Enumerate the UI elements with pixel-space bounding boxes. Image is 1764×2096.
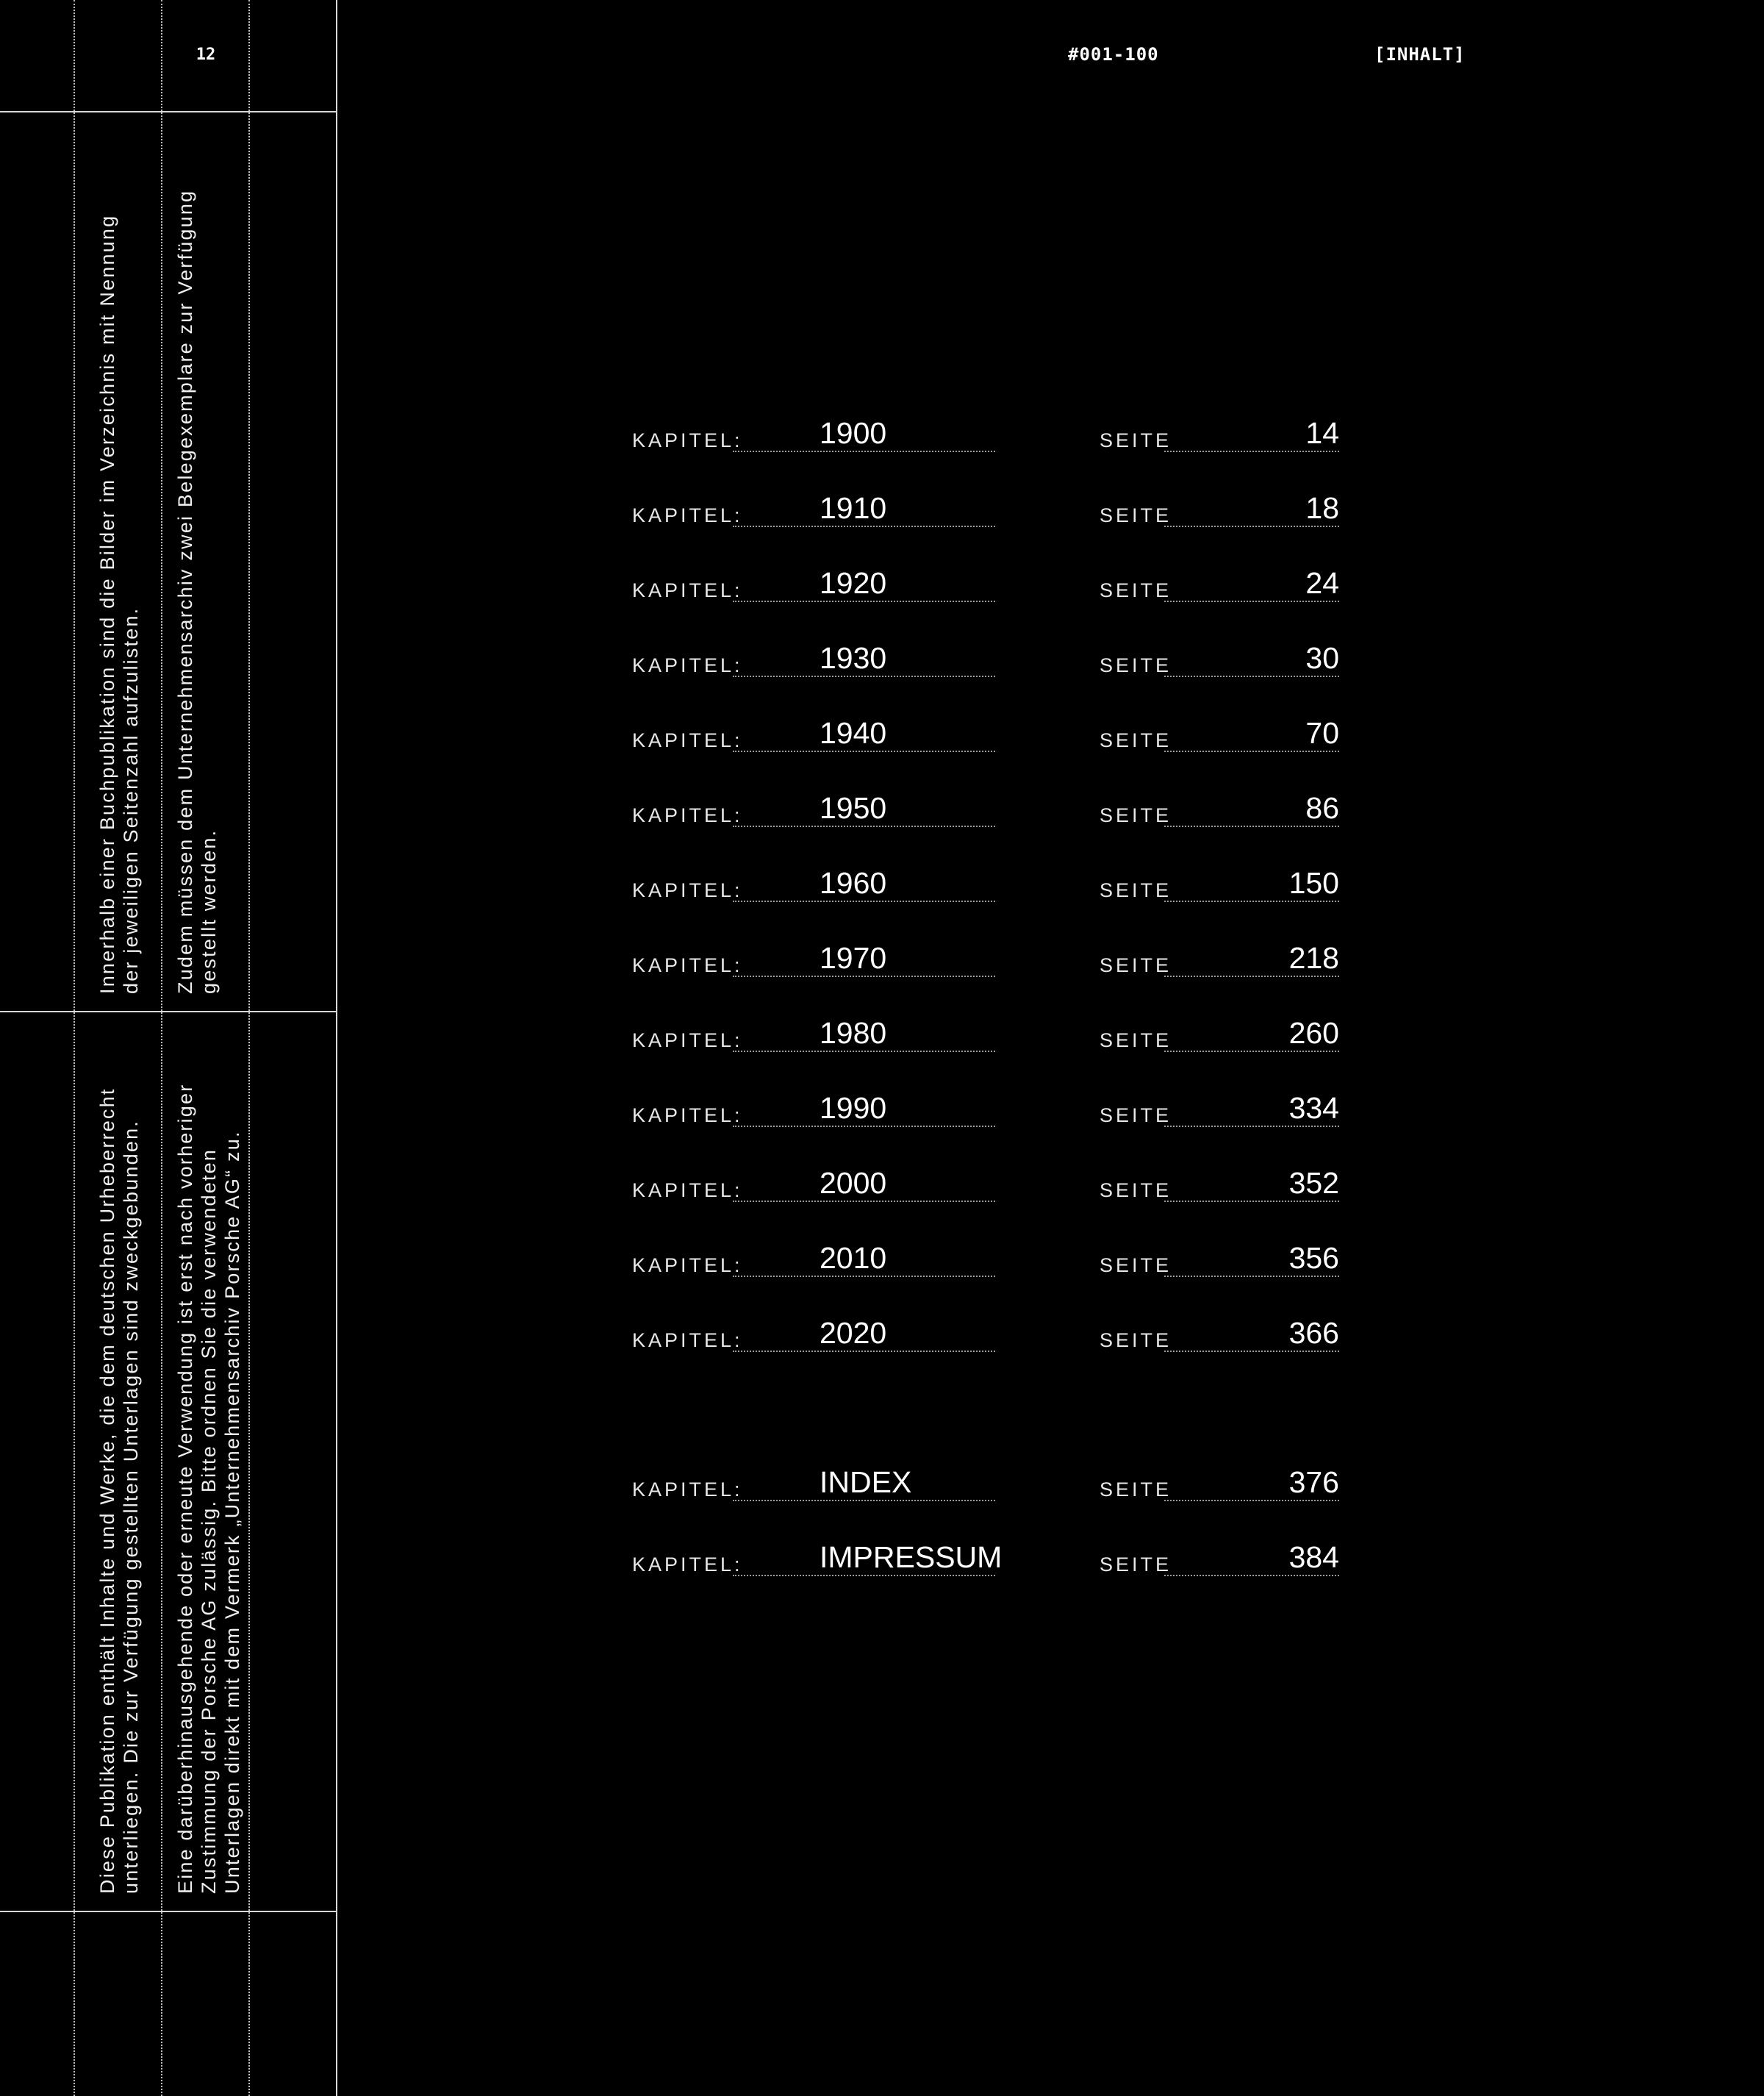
chapter-label: KAPITEL: xyxy=(632,804,743,826)
dotted-leader xyxy=(733,901,995,902)
page-label: SEITE xyxy=(1100,504,1172,526)
note-line: der jeweiligen Seitenzahl aufzulisten. xyxy=(120,607,142,994)
chapter-label: KAPITEL: xyxy=(632,954,743,976)
page-number-value: 366 xyxy=(1288,1316,1339,1350)
dotted-leader xyxy=(1164,1276,1339,1277)
page-label: SEITE xyxy=(1100,1553,1172,1575)
toc-entry[interactable] xyxy=(632,1083,1339,1127)
chapter-label: KAPITEL: xyxy=(632,729,743,751)
horizontal-rule-top xyxy=(0,111,337,112)
page-number-value: 30 xyxy=(1305,641,1339,675)
page-label: SEITE xyxy=(1100,1478,1172,1501)
page-label: SEITE xyxy=(1100,729,1172,751)
note-bottom-column-1 xyxy=(96,1087,143,1894)
chapter-title: 1990 xyxy=(820,1091,887,1125)
chapter-label: KAPITEL: xyxy=(632,1553,743,1575)
page-label: SEITE xyxy=(1100,879,1172,901)
chapter-title: 1910 xyxy=(820,491,887,525)
horizontal-rule-middle xyxy=(0,1011,337,1012)
chapter-title: 2020 xyxy=(820,1316,887,1350)
dotted-leader xyxy=(733,1201,995,1202)
page-label: SEITE xyxy=(1100,1029,1172,1051)
chapter-label: KAPITEL: xyxy=(632,1179,743,1201)
chapter-title: 2010 xyxy=(820,1241,887,1275)
toc-entry[interactable] xyxy=(632,1008,1339,1052)
chapter-title: INDEX xyxy=(820,1465,912,1499)
note-line: Diese Publikation enthält Inhalte und Werke, die dem deutschen Urheberrecht xyxy=(96,1087,118,1894)
chapter-title: 1980 xyxy=(820,1016,887,1050)
dotted-rule-2 xyxy=(161,0,162,2096)
chapter-label: KAPITEL: xyxy=(632,1254,743,1276)
page-number-value: 14 xyxy=(1305,416,1339,450)
page-number-value: 86 xyxy=(1305,791,1339,825)
dotted-rule-1 xyxy=(74,0,75,2096)
dotted-leader xyxy=(1164,1051,1339,1052)
toc-entry[interactable] xyxy=(632,933,1339,977)
toc-entry[interactable] xyxy=(632,558,1339,602)
dotted-leader xyxy=(733,1126,995,1127)
page-label: SEITE xyxy=(1100,579,1172,601)
note-top-column-2 xyxy=(173,190,220,994)
chapter-title: 2000 xyxy=(820,1166,887,1200)
chapter-title: 1940 xyxy=(820,716,887,750)
dotted-rule-3 xyxy=(248,0,250,2096)
dotted-leader xyxy=(733,451,995,452)
chapter-label: KAPITEL: xyxy=(632,879,743,901)
dotted-leader xyxy=(733,751,995,752)
panel-divider xyxy=(336,0,337,2096)
note-line: Unterlagen direkt mit dem Vermerk „Unternehmensarchiv Porsche AG“ zu. xyxy=(221,1130,243,1894)
page-label: SEITE xyxy=(1100,1179,1172,1201)
dotted-leader xyxy=(1164,526,1339,527)
toc-entry[interactable] xyxy=(632,1233,1339,1277)
note-line: Zudem müssen dem Unternehmensarchiv zwei Belegexemplare zur Verfügung xyxy=(174,189,196,994)
dotted-leader xyxy=(733,1351,995,1352)
dotted-leader xyxy=(733,1051,995,1052)
dotted-leader xyxy=(1164,1351,1339,1352)
chapter-title: 1930 xyxy=(820,641,887,675)
note-line: Innerhalb einer Buchpublikation sind die Bilder im Verzeichnis mit Nennung xyxy=(96,214,118,994)
page-number-value: 260 xyxy=(1288,1016,1339,1050)
dotted-leader xyxy=(1164,676,1339,677)
chapter-label: KAPITEL: xyxy=(632,1478,743,1501)
chapter-label: KAPITEL: xyxy=(632,504,743,526)
dotted-leader xyxy=(733,601,995,602)
chapter-label: KAPITEL: xyxy=(632,429,743,451)
dotted-leader xyxy=(1164,1126,1339,1127)
dotted-leader xyxy=(733,676,995,677)
toc-entry[interactable] xyxy=(632,858,1339,902)
page-number-value: 70 xyxy=(1305,716,1339,750)
chapter-title: 1960 xyxy=(820,866,887,900)
toc-entry[interactable] xyxy=(632,708,1339,752)
page-number-value: 384 xyxy=(1288,1540,1339,1574)
page-label: SEITE xyxy=(1100,804,1172,826)
toc-entry[interactable] xyxy=(632,1532,1339,1576)
page-number-value: 218 xyxy=(1288,941,1339,975)
page-number-value: 24 xyxy=(1305,566,1339,600)
chapter-label: KAPITEL: xyxy=(632,1329,743,1351)
page-label: SEITE xyxy=(1100,954,1172,976)
page-label: SEITE xyxy=(1100,654,1172,676)
note-bottom-column-2 xyxy=(173,1084,244,1894)
toc-entry[interactable] xyxy=(632,1158,1339,1202)
chapter-title: 1950 xyxy=(820,791,887,825)
horizontal-rule-bottom xyxy=(0,1911,337,1912)
dotted-leader xyxy=(733,826,995,827)
dotted-leader xyxy=(733,976,995,977)
page-number-value: 352 xyxy=(1288,1166,1339,1200)
chapter-title: 1900 xyxy=(820,416,887,450)
toc-entry[interactable] xyxy=(632,633,1339,677)
page-number-value: 150 xyxy=(1288,866,1339,900)
chapter-title: IMPRESSUM xyxy=(820,1540,1003,1574)
dotted-leader xyxy=(1164,1575,1339,1576)
note-line: gestellt werden. xyxy=(198,829,220,994)
header-section: [INHALT] xyxy=(1374,44,1466,65)
chapter-label: KAPITEL: xyxy=(632,1029,743,1051)
chapter-label: KAPITEL: xyxy=(632,654,743,676)
toc-entry[interactable] xyxy=(632,1457,1339,1501)
header-range: #001-100 xyxy=(1068,44,1159,65)
page-number-value: 376 xyxy=(1288,1465,1339,1499)
page-label: SEITE xyxy=(1100,429,1172,451)
chapter-title: 1970 xyxy=(820,941,887,975)
dotted-leader xyxy=(1164,826,1339,827)
toc-entry[interactable] xyxy=(632,483,1339,527)
dotted-leader xyxy=(1164,751,1339,752)
toc-entry[interactable] xyxy=(632,1308,1339,1352)
page-label: SEITE xyxy=(1100,1104,1172,1126)
dotted-leader xyxy=(1164,976,1339,977)
dotted-leader xyxy=(733,1575,995,1576)
page-label: SEITE xyxy=(1100,1254,1172,1276)
dotted-leader xyxy=(1164,1500,1339,1501)
dotted-leader xyxy=(1164,901,1339,902)
chapter-title: 1920 xyxy=(820,566,887,600)
dotted-leader xyxy=(1164,601,1339,602)
dotted-leader xyxy=(1164,1201,1339,1202)
note-line: Zustimmung der Porsche AG zulässig. Bitte ordnen Sie die verwendeten xyxy=(198,1148,220,1894)
chapter-label: KAPITEL: xyxy=(632,579,743,601)
toc-entry[interactable] xyxy=(632,408,1339,452)
dotted-leader xyxy=(1164,451,1339,452)
dotted-leader xyxy=(733,1500,995,1501)
toc-entry[interactable] xyxy=(632,783,1339,827)
page-number: 12 xyxy=(196,46,216,64)
note-line: Eine darüberhinausgehende oder erneute Verwendung ist erst nach vorheriger xyxy=(174,1083,196,1894)
note-top-column-1 xyxy=(96,215,143,994)
page-number-value: 356 xyxy=(1288,1241,1339,1275)
dotted-leader xyxy=(733,526,995,527)
page-number-value: 18 xyxy=(1305,491,1339,525)
note-line: unterliegen. Die zur Verfügung gestellten Unterlagen sind zweckgebunden. xyxy=(120,1120,142,1894)
dotted-leader xyxy=(733,1276,995,1277)
chapter-label: KAPITEL: xyxy=(632,1104,743,1126)
page-number-value: 334 xyxy=(1288,1091,1339,1125)
page-label: SEITE xyxy=(1100,1329,1172,1351)
